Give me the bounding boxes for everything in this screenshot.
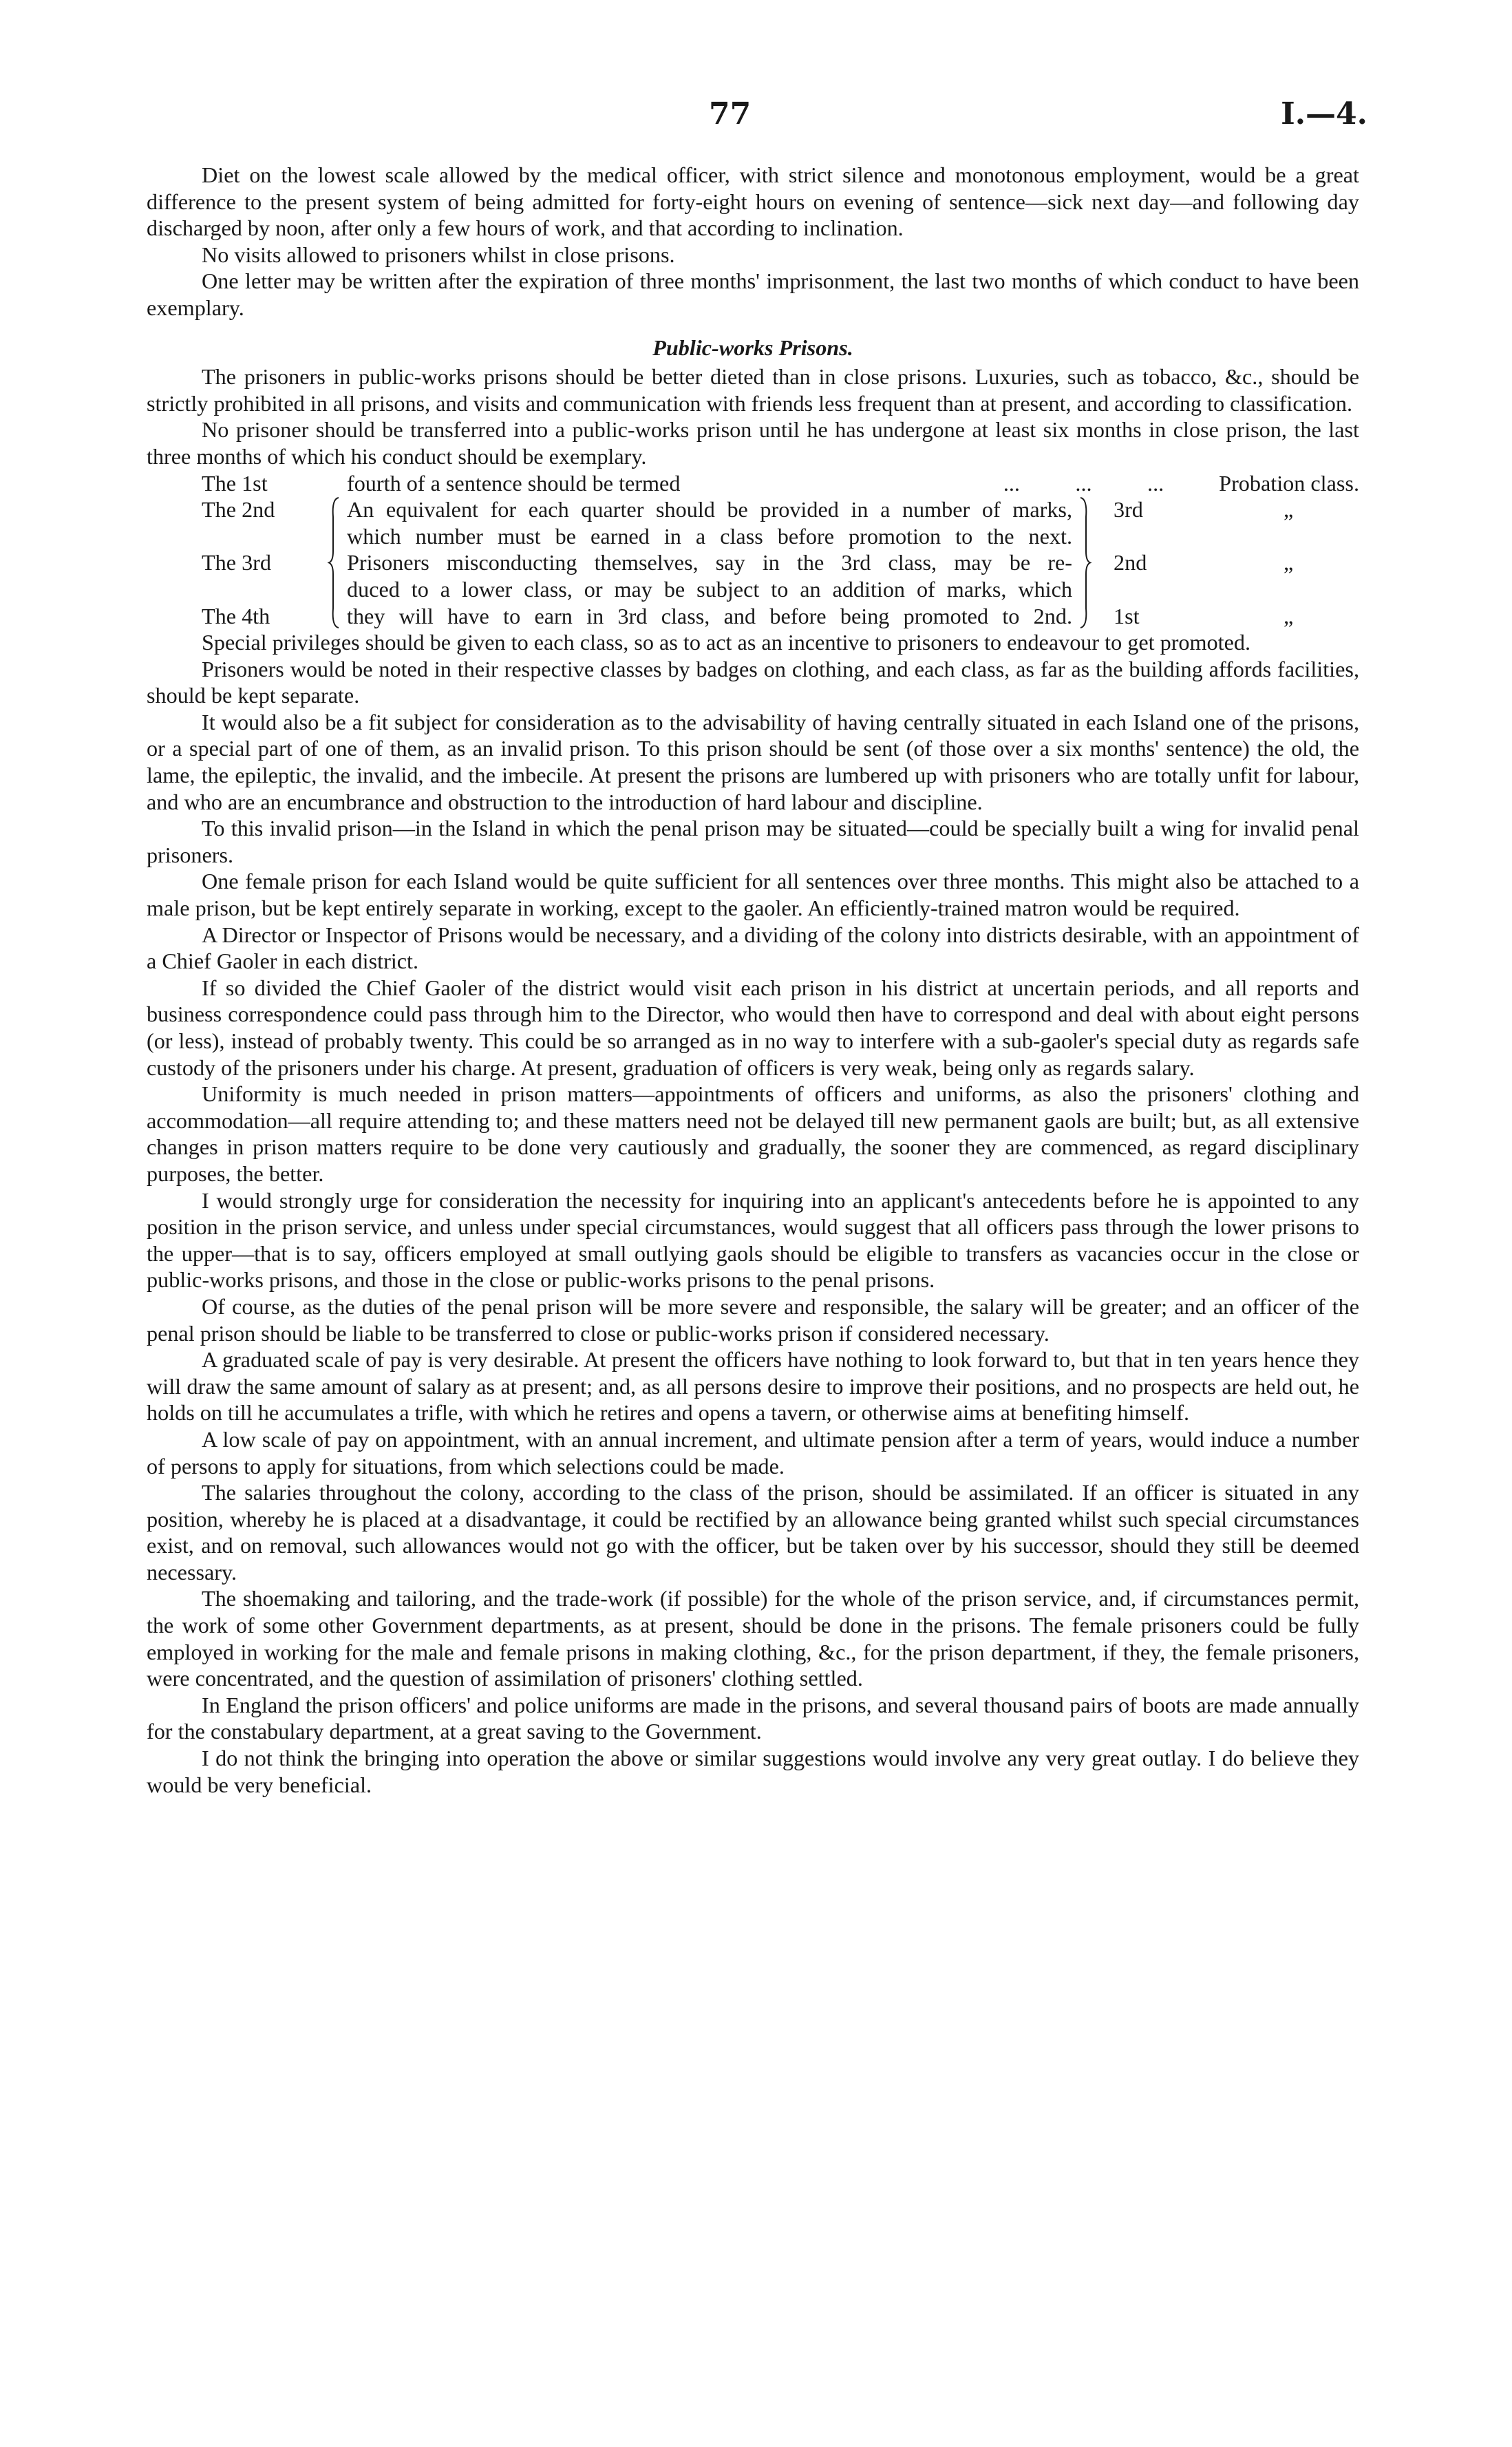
class-rule-line: which number must be earned in a class before promotion to the next. bbox=[347, 523, 1072, 549]
paragraph: Of course, as the duties of the penal prison will be more severe and responsible, the salary will be greater; and an officer of the penal prison should be liable to be transferred to close or public-works prison if considered necessary. bbox=[147, 1293, 1359, 1346]
class-label: The 1st bbox=[202, 470, 268, 496]
paragraph: A low scale of pay on appointment, with an annual increment, and ultimate pension after a term of years, would induce a number of persons to apply for situations, from which selections could be made. bbox=[147, 1426, 1359, 1479]
classification-table bbox=[147, 470, 1359, 630]
right-brace-icon bbox=[1078, 496, 1092, 629]
paragraph: The prisoners in public-works prisons should be better dieted than in close prisons. Luxuries, such as tobacco, &c., should be strictly prohibited in all prisons, and visits and communication with friends less frequent than at present, and according to classification. bbox=[147, 364, 1359, 416]
paragraph: It would also be a fit subject for consideration as to the advisability of having centrally situated in each Island one of the prisons, or a special part of one of them, as an invalid prison. To this prison should be sent (of those over a six months' sentence) the old, the lame, the epileptic, the invalid, and the imbecile. At present the prisons are lumbered up with prisoners who are totally unfit for labour, and who are an encumbrance and obstruction to the introduction of hard labour and discipline. bbox=[147, 709, 1359, 814]
body-text bbox=[147, 162, 1359, 1798]
page-number: 77 bbox=[709, 96, 752, 131]
class-name bbox=[1114, 523, 1284, 550]
class-label bbox=[202, 523, 322, 550]
ditto-mark: „ bbox=[1284, 550, 1294, 575]
section-heading: Public-works Prisons. bbox=[652, 335, 853, 360]
paragraph: No prisoner should be transferred into a public-works prison until he has undergone at least six months in close prison, the last three months of which his conduct should be exemplary. bbox=[147, 417, 1359, 469]
class-label: The 2nd bbox=[202, 497, 275, 522]
paragraph: To this invalid prison—in the Island in which the penal prison may be situated—could be specially built a wing for invalid penal prisoners. bbox=[147, 816, 1359, 867]
class-row-probation bbox=[147, 470, 1359, 497]
ditto-mark: „ bbox=[1284, 603, 1294, 628]
leader-dots: ... ... ... bbox=[1003, 470, 1164, 496]
paragraph: I would strongly urge for consideration the necessity for inquiring into an applicant's antecedents before he is appointed to any position in the prison service, and unless under special circumstances, would suggest that all officers pass through the lower prisons to the upper—that is to say, officers employed at small outlying gaols should be eligible to transfers as vacancies occur in the close or public-works prisons, and those in the close or public-works prisons to the penal prisons. bbox=[147, 1187, 1359, 1293]
class-label: The 3rd bbox=[202, 550, 271, 575]
class-rule-line: An equivalent for each quarter should be provided in a number of marks, bbox=[347, 497, 1072, 522]
class-name bbox=[1114, 576, 1284, 603]
class-description: fourth of a sentence should be termed bbox=[347, 470, 681, 496]
left-brace-icon bbox=[328, 496, 341, 629]
paragraph: Diet on the lowest scale allowed by the medical officer, with strict silence and monotonous employment, would be a great difference to the present system of being admitted for forty-eight hours on evening of sentence—sick next day—and following day discharged by noon, after only a few hours of work, and that according to inclination. bbox=[147, 162, 1359, 241]
paragraph: If so divided the Chief Gaoler of the district would visit each prison in his district at uncertain periods, and all reports and business correspondence could pass through him to the Director, who would then have to correspond and deal with about eight persons (or less), instead of probably twenty. This could be so arranged as in no way to interfere with a sub-gaoler's special duty as regards safe custody of the prisoners under his charge. At present, graduation of officers is very weak, being only as regards salary. bbox=[147, 975, 1359, 1080]
class-name: 3rd bbox=[1114, 497, 1143, 522]
paragraph: The salaries throughout the colony, according to the class of the prison, should be assimilated. If an officer is situated in any position, whereby he is placed at a disadvantage, it could be rectified by an allowance being granted whilst such special circumstances exist, and on removal, such allowances would not go with the officer, but be taken over by his successor, should they still be deemed necessary. bbox=[147, 1480, 1359, 1585]
ditto-mark: „ bbox=[1284, 497, 1294, 522]
class-rule-line: duced to a lower class, or may be subject to an addition of marks, which bbox=[347, 576, 1072, 602]
ditto-mark bbox=[1284, 576, 1359, 603]
paragraph: No visits allowed to prisoners whilst in close prisons. bbox=[202, 242, 675, 267]
class-rule-line: Prisoners misconducting themselves, say in the 3rd class, may be re- bbox=[347, 550, 1072, 575]
paragraph: One letter may be written after the expiration of three months' imprisonment, the last two months of which conduct to have been exemplary. bbox=[147, 268, 1359, 320]
paragraph: The shoemaking and tailoring, and the trade-work (if possible) for the whole of the prison service, and, if circumstances permit, the work of some other Government departments, as at present, should be done in the prisons. The female prisoners could be fully employed in working for the male and female prisons in making clothing, &c., for the prison department, if they, the female prisoners, were concentrated, and the question of assimilation of prisoners' clothing settled. bbox=[147, 1586, 1359, 1691]
class-brace-block bbox=[147, 496, 1359, 629]
paragraph: Prisoners would be noted in their respective classes by badges on clothing, and each class, as far as the building affords facilities, should be kept separate. bbox=[147, 656, 1359, 708]
paragraph: One female prison for each Island would be quite sufficient for all sentences over three months. This might also be attached to a male prison, but be kept entirely separate in working, except to the gaoler. An efficiently-trained matron would be required. bbox=[147, 869, 1359, 921]
document-reference: I.—4. bbox=[1281, 96, 1367, 131]
ditto-mark bbox=[1284, 523, 1359, 550]
class-label bbox=[202, 576, 322, 603]
paragraph: I do not think the bringing into operation the above or similar suggestions would involve any very great outlay. I do believe they would be very beneficial. bbox=[147, 1746, 1359, 1797]
page-header bbox=[0, 96, 1512, 138]
paragraph: Special privileges should be given to each class, so as to act as an incentive to prisoners to endeavour to get promoted. bbox=[202, 630, 1251, 655]
class-label: The 4th bbox=[202, 603, 270, 628]
paragraph: Uniformity is much needed in prison matters—appointments of officers and uniforms, as also the prisoners' clothing and accommodation—all require attending to; and these matters need not be delayed till new permanent gaols are built; but, as all extensive changes in prison matters require to be done very cautiously and gradually, the sooner they are commenced, as regard disciplinary purposes, the better. bbox=[147, 1081, 1359, 1186]
paragraph: In England the prison officers' and police uniforms are made in the prisons, and several thousand pairs of boots are made annually for the constabulary department, at a great saving to the Government. bbox=[147, 1692, 1359, 1744]
class-name: Probation class. bbox=[1219, 470, 1359, 496]
paragraph: A Director or Inspector of Prisons would be necessary, and a dividing of the colony into districts desirable, with an appointment of a Chief Gaoler in each district. bbox=[147, 922, 1359, 974]
class-name: 1st bbox=[1114, 603, 1140, 628]
paragraph: A graduated scale of pay is very desirable. At present the officers have nothing to look forward to, but that in ten years hence they will draw the same amount of salary as at present; and, as all persons desire to improve their positions, and no prospects are held out, he holds on till he accumulates a trifle, with which he retires and opens a tavern, or otherwise aims at benefiting himself. bbox=[147, 1347, 1359, 1426]
class-name: 2nd bbox=[1114, 550, 1147, 575]
class-rule-line: they will have to earn in 3rd class, and before being promoted to 2nd. bbox=[347, 603, 1072, 628]
